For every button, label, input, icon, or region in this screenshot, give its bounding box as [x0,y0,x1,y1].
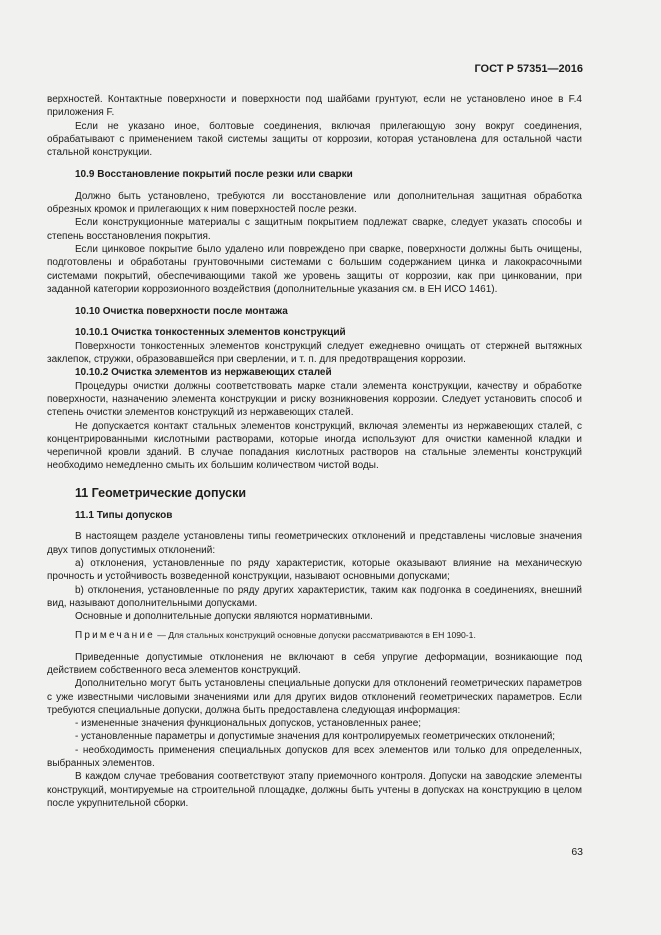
paragraph: Если не указано иное, болтовые соединения, включая прилегающую зону вокруг соединения, обрабатывают с применением такой системы защиты от коррозии, которая установлена для остальной части стальной конструкции. [47,120,582,159]
paragraph: Если конструкционные материалы с защитным покрытием подлежат сварке, следует указать способы и степень восстановления покрытия. [47,217,582,242]
list-item: - установленные параметры и допустимые значения для контролируемых геометрических отклонений; [75,731,556,743]
paragraph: Должно быть установлено, требуются ли восстановление или дополнительная защитная обработка обрезных кромок и прилегающих к ним поверхностей после резки. [47,190,582,216]
paragraph: Если цинковое покрытие было удалено или повреждено при сварке, поверхности должны быть очищены, подготовлены и обработаны грунтовочными системами с большим содержанием цинка и лакокрасочными системами покрытий, обеспечивающими такой же уровень защиты от коррозии, как при цинковании, при заданной категории коррозионного воздействия (дополнительные указания см. в ЕН ИСО 1461). [47,243,582,295]
section-heading-10-9: 10.9 Восстановление покрытий после резки или сварки [75,169,353,181]
paragraph: Дополнительно могут быть установлены специальные допуски для отклонений геометрических параметров с уже известными числовыми значениями или для других видов отклонений геометрических параметров. Если требуются специальные допуски, должна быть предоставлена следующая информация: [47,678,582,716]
paragraph: Основные и дополнительные допуски являются нормативными. [75,611,373,623]
list-item: - необходимость применения специальных допусков для всех элементов или только для определенных, выбранных элементов. [47,744,582,770]
note-label: Примечание [75,630,155,642]
list-item: - измененные значения функциональных допусков, установленных ранее; [75,718,422,730]
paragraph: Процедуры очистки должны соответствовать марке стали элемента конструкции, качеству и обработке поверхности, назначению элемента конструкции и риску возникновения коррозии. Следует установить способ и степень очистки элементов конструкций из нержавеющих сталей. [47,380,582,419]
note [47,629,582,642]
list-item: a) отклонения, установленные по ряду характеристик, которые оказывают влияние на механическую прочность и устойчивость возведенной конструкции, называют основными допусками; [47,557,582,583]
section-heading-11-1: 11.1 Типы допусков [75,510,173,522]
list-item: b) отклонения, установленные по ряду других характеристик, таким как подгонка в соединениях, внешний вид, называют дополнительными допусками. [47,584,582,609]
paragraph: Не допускается контакт стальных элементов конструкций, включая элементы из нержавеющих сталей, с концентрированными кислотными растворами, которые иногда используют для очистки каменной кладки и черепичной кровли зданий. В случае попадания кислотных растворов на стальные элементы конструкций необходимо немедленно смыть их большим количеством чистой воды. [47,420,582,472]
paragraph: верхностей. Контактные поверхности и поверхности под шайбами грунтуют, если не установлено иное в F.4 приложения F. [47,94,582,119]
paragraph: В каждом случае требования соответствуют этапу приемочного контроля. Допуски на заводские элементы конструкций, монтируемые на строительной площадке, должны быть учтены в допусках на конструкцию в целом после укрупнительной сборки. [47,771,582,809]
paragraph: Приведенные допустимые отклонения не включают в себя упругие деформации, возникающие под действием собственного веса элементов конструкций. [47,651,582,676]
paragraph: Поверхности тонкостенных элементов конструкций следует ежедневно очищать от стержней вытяжных заклепок, стружки, образовавшейся при сверлении, и т. п. для предотвращения коррозии. [47,340,582,366]
section-heading-10-10: 10.10 Очистка поверхности после монтажа [75,306,288,318]
subsection-heading-10-10-1: 10.10.1 Очистка тонкостенных элементов конструкций [75,327,346,339]
page-content [47,93,582,810]
section-heading-11: 11 Геометрические допуски [75,485,247,500]
standard-header: ГОСТ Р 57351—2016 [474,63,583,75]
note-text: — Для стальных конструкций основные допуски рассматриваются в ЕН 1090-1. [154,630,476,641]
paragraph: В настоящем разделе установлены типы геометрических отклонений и представлены числовые значения двух типов допустимых отклонений: [47,531,582,556]
subsection-heading-10-10-2: 10.10.2 Очистка элементов из нержавеющих сталей [75,367,332,379]
page-number: 63 [571,846,583,858]
